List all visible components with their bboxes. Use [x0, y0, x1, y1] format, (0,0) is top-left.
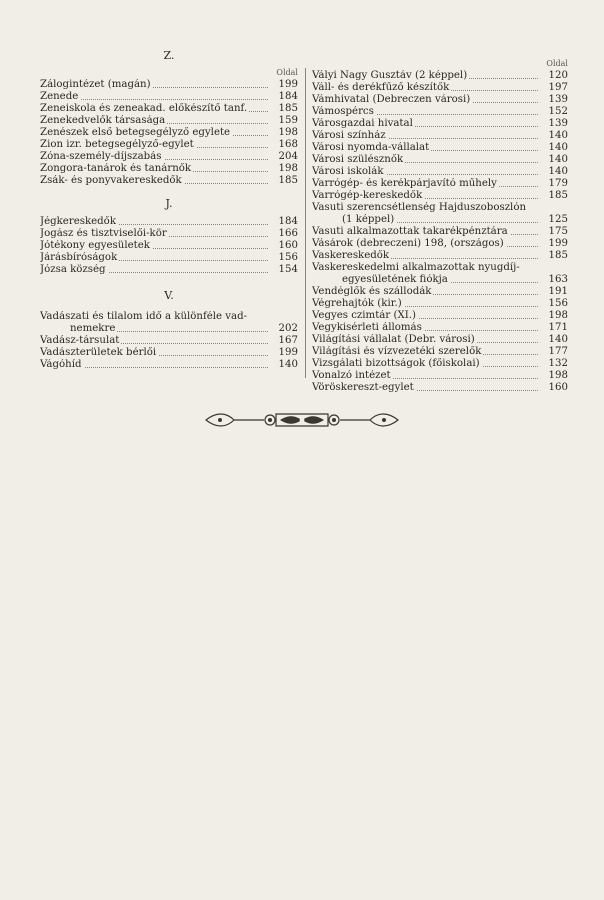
index-entry: Városgazdai hivatal 139: [312, 118, 568, 129]
index-entry: Vámhivatal (Debreczen városi) 139: [312, 94, 568, 105]
index-entry: Zion izr. betegsegélyző-egylet 168: [40, 139, 298, 150]
index-entry: Vályi Nagy Gusztáv (2 képpel) 120: [312, 70, 568, 81]
index-entry: Vizsgálati bizottságok (főiskolai) 132: [312, 358, 568, 369]
index-entry: Jégkereskedők 184: [40, 216, 298, 227]
column-divider: [305, 68, 306, 378]
index-entry: Vöröskereszt-egylet 160: [312, 382, 568, 393]
page-column-label: Oldal: [276, 68, 298, 77]
index-entry: Zenészek első betegsegélyző egylete 198: [40, 127, 298, 138]
index-entry: Vásárok (debreczeni) 198, (országos) 199: [312, 238, 568, 249]
section-letter-v: V.: [164, 289, 174, 302]
index-entry: Vágóhíd 140: [40, 359, 298, 370]
index-entry: Vendéglők és szállodák 191: [312, 286, 568, 297]
index-entry: nemekre 202: [70, 323, 298, 334]
index-entry: Vasuti szerencsétlenség Hajduszoboszlón: [312, 202, 527, 213]
index-entry: Zenede 184: [40, 91, 298, 102]
index-entry: Végrehajtók (kir.) 156: [312, 298, 568, 309]
index-entry: Vadászterületek bérlői 199: [40, 347, 298, 358]
section-letter-j: J.: [165, 197, 173, 210]
index-entry: Vámospércs 152: [312, 106, 568, 117]
index-entry: Zsák- és ponyvakereskedők 185: [40, 175, 298, 186]
index-entry: Városi színház 140: [312, 130, 568, 141]
index-entry: Vadász-társulat 167: [40, 335, 298, 346]
index-entry: Járásbíróságok 156: [40, 252, 298, 263]
index-entry: Zenekedvelők társasága 159: [40, 115, 298, 126]
index-entry: Zeneiskola és zeneakad. előkészítő tanf. 185: [40, 103, 298, 114]
index-entry: Vonalzó intézet 198: [312, 370, 568, 381]
index-entry: (1 képpel) 125: [342, 214, 568, 225]
index-entry: Vasuti alkalmazottak takarékpénztára 175: [312, 226, 568, 237]
index-entry: Világítási és vízvezetéki szerelők 177: [312, 346, 568, 357]
index-entry: Varrógép-kereskedők 185: [312, 190, 568, 201]
index-entry: Varrógép- és kerékpárjavító műhely 179: [312, 178, 568, 189]
index-entry: Zálogintézet (magán) 199: [40, 79, 298, 90]
index-entry: Városi szülésznők 140: [312, 154, 568, 165]
page-column-label: Oldal: [546, 59, 568, 68]
index-entry: Józsa község 154: [40, 264, 298, 275]
index-entry: Városi nyomda-vállalat 140: [312, 142, 568, 153]
index-entry: Városi iskolák 140: [312, 166, 568, 177]
index-entry: Váll- és derékfűző készítők 197: [312, 82, 568, 93]
index-entry: Zóna-személy-díjszabás 204: [40, 151, 298, 162]
index-entry: Jótékony egyesületek 160: [40, 240, 298, 251]
ornamental-divider-icon: [204, 410, 400, 430]
index-entry: Vegykisérleti állomás 171: [312, 322, 568, 333]
index-entry: Vadászati és tilalom idő a különféle vad-: [40, 311, 248, 322]
section-letter-z: Z.: [163, 49, 175, 62]
index-entry: Vegyes czimtár (XI.) 198: [312, 310, 568, 321]
index-entry: Jogász és tisztviselői-kör 166: [40, 228, 298, 239]
index-entry: Világítási vállalat (Debr. városi) 140: [312, 334, 568, 345]
index-entry: Vaskereskedők 185: [312, 250, 568, 261]
index-entry: Zongora-tanárok és tanárnők 198: [40, 163, 298, 174]
index-entry: egyesületének fiókja 163: [342, 274, 568, 285]
index-entry: Vaskereskedelmi alkalmazottak nyugdíj-: [312, 262, 520, 273]
